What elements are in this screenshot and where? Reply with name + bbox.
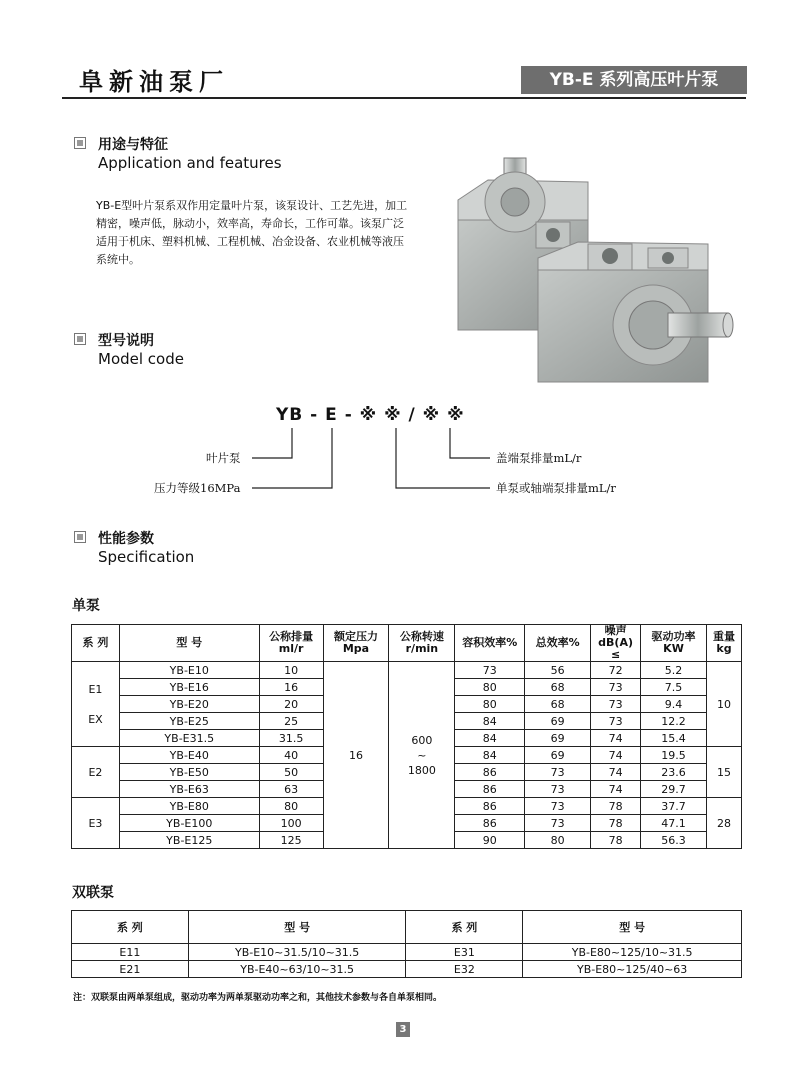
model-cell: YB-E80~125/40~63 [523, 961, 742, 978]
single-pump-table [71, 624, 742, 849]
power-cell: 56.3 [641, 832, 707, 849]
table-row [72, 944, 742, 961]
column-header: 驱动功率 KW [641, 625, 707, 662]
column-header: 容积效率% [455, 625, 525, 662]
model-code-string: YB - E - ※ ※ / ※ ※ [276, 405, 465, 425]
total-efficiency-cell: 73 [525, 764, 591, 781]
volumetric-efficiency-cell: 84 [455, 747, 525, 764]
displacement-cell: 20 [259, 696, 323, 713]
displacement-cell: 63 [259, 781, 323, 798]
total-efficiency-cell: 73 [525, 781, 591, 798]
total-efficiency-cell: 69 [525, 747, 591, 764]
displacement-cell: 80 [259, 798, 323, 815]
table-row [72, 662, 742, 679]
power-cell: 5.2 [641, 662, 707, 679]
model-cell: YB-E10~31.5/10~31.5 [188, 944, 406, 961]
label-vane-pump: 叶片泵 [206, 451, 241, 465]
power-cell: 29.7 [641, 781, 707, 798]
column-header: 重量 kg [706, 625, 741, 662]
column-header: 系 列 [72, 911, 189, 944]
displacement-cell: 125 [259, 832, 323, 849]
power-cell: 12.2 [641, 713, 707, 730]
pump-image [438, 150, 738, 390]
section-specification-cn: 性能参数 [98, 531, 154, 547]
page-number: 3 [396, 1022, 410, 1037]
model-code-leader-lines [240, 426, 490, 496]
column-header: 总效率% [525, 625, 591, 662]
volumetric-efficiency-cell: 86 [455, 781, 525, 798]
section-application-cn: 用途与特征 [98, 137, 168, 153]
total-efficiency-cell: 69 [525, 730, 591, 747]
model-cell: YB-E31.5 [119, 730, 259, 747]
column-header: 公称转速 r/min [389, 625, 455, 662]
noise-cell: 74 [591, 781, 641, 798]
table-row [72, 961, 742, 978]
noise-cell: 73 [591, 696, 641, 713]
column-header: 噪声 dB(A) ≤ [591, 625, 641, 662]
volumetric-efficiency-cell: 86 [455, 764, 525, 781]
series-cell: E21 [72, 961, 189, 978]
total-efficiency-cell: 73 [525, 798, 591, 815]
noise-cell: 78 [591, 832, 641, 849]
label-pressure: 压力等级16MPa [154, 481, 241, 495]
noise-cell: 78 [591, 798, 641, 815]
displacement-cell: 25 [259, 713, 323, 730]
displacement-cell: 40 [259, 747, 323, 764]
section-square-icon [74, 531, 86, 543]
series-cell: E32 [406, 961, 523, 978]
total-efficiency-cell: 73 [525, 815, 591, 832]
double-pump-title: 双联泵 [72, 885, 114, 901]
volumetric-efficiency-cell: 84 [455, 730, 525, 747]
section-model-code-en: Model code [98, 350, 184, 368]
noise-cell: 72 [591, 662, 641, 679]
noise-cell: 74 [591, 764, 641, 781]
model-cell: YB-E10 [119, 662, 259, 679]
model-cell: YB-E40~63/10~31.5 [188, 961, 406, 978]
weight-cell: 10 [706, 662, 741, 747]
volumetric-efficiency-cell: 84 [455, 713, 525, 730]
section-square-icon [74, 137, 86, 149]
series-tag: YB-E 系列高压叶片泵 [521, 66, 747, 94]
noise-cell: 74 [591, 747, 641, 764]
series-cell: E3 [72, 798, 120, 849]
pressure-cell: 16 [323, 662, 389, 849]
model-cell: YB-E80 [119, 798, 259, 815]
column-header: 额定压力 Mpa [323, 625, 389, 662]
total-efficiency-cell: 68 [525, 696, 591, 713]
column-header: 型 号 [119, 625, 259, 662]
section-application-en: Application and features [98, 154, 282, 172]
displacement-cell: 50 [259, 764, 323, 781]
volumetric-efficiency-cell: 80 [455, 696, 525, 713]
label-shaft-end-displacement: 单泵或轴端泵排量mL/r [496, 481, 616, 495]
column-header: 公称排量 ml/r [259, 625, 323, 662]
section-square-icon [74, 333, 86, 345]
power-cell: 9.4 [641, 696, 707, 713]
power-cell: 47.1 [641, 815, 707, 832]
power-cell: 15.4 [641, 730, 707, 747]
noise-cell: 74 [591, 730, 641, 747]
section-specification-en: Specification [98, 548, 195, 566]
model-cell: YB-E100 [119, 815, 259, 832]
power-cell: 37.7 [641, 798, 707, 815]
volumetric-efficiency-cell: 86 [455, 815, 525, 832]
series-cell: E1 EX [72, 662, 120, 747]
section-model-code-cn: 型号说明 [98, 333, 154, 349]
displacement-cell: 100 [259, 815, 323, 832]
model-cell: YB-E20 [119, 696, 259, 713]
speed-cell: 600 ~ 1800 [389, 662, 455, 849]
volumetric-efficiency-cell: 73 [455, 662, 525, 679]
noise-cell: 78 [591, 815, 641, 832]
weight-cell: 28 [706, 798, 741, 849]
model-cell: YB-E40 [119, 747, 259, 764]
model-cell: YB-E25 [119, 713, 259, 730]
column-header: 型 号 [523, 911, 742, 944]
displacement-cell: 16 [259, 679, 323, 696]
company-name: 阜新油泵厂 [79, 68, 229, 96]
column-header: 系 列 [72, 625, 120, 662]
total-efficiency-cell: 56 [525, 662, 591, 679]
noise-cell: 73 [591, 679, 641, 696]
column-header: 系 列 [406, 911, 523, 944]
power-cell: 19.5 [641, 747, 707, 764]
total-efficiency-cell: 68 [525, 679, 591, 696]
power-cell: 7.5 [641, 679, 707, 696]
total-efficiency-cell: 80 [525, 832, 591, 849]
power-cell: 23.6 [641, 764, 707, 781]
model-cell: YB-E63 [119, 781, 259, 798]
label-cover-end-displacement: 盖端泵排量mL/r [496, 451, 582, 465]
displacement-cell: 31.5 [259, 730, 323, 747]
model-cell: YB-E50 [119, 764, 259, 781]
series-cell: E2 [72, 747, 120, 798]
header-divider [62, 97, 746, 99]
volumetric-efficiency-cell: 90 [455, 832, 525, 849]
model-cell: YB-E125 [119, 832, 259, 849]
series-cell: E31 [406, 944, 523, 961]
model-cell: YB-E16 [119, 679, 259, 696]
double-pump-table [71, 910, 742, 978]
series-cell: E11 [72, 944, 189, 961]
single-pump-title: 单泵 [72, 598, 100, 614]
volumetric-efficiency-cell: 80 [455, 679, 525, 696]
total-efficiency-cell: 69 [525, 713, 591, 730]
volumetric-efficiency-cell: 86 [455, 798, 525, 815]
footnote: 注：双联泵由两单泵组成，驱动功率为两单泵驱动功率之和，其他技术参数与各自单泵相同。 [73, 993, 443, 1003]
weight-cell: 15 [706, 747, 741, 798]
model-cell: YB-E80~125/10~31.5 [523, 944, 742, 961]
noise-cell: 73 [591, 713, 641, 730]
displacement-cell: 10 [259, 662, 323, 679]
column-header: 型 号 [188, 911, 406, 944]
intro-paragraph: YB-E型叶片泵系双作用定量叶片泵，该泵设计、工艺先进，加工精密，噪声低，脉动小，效率高，寿命长，工作可靠。该泵广泛适用于机床、塑料机械、工程机械、冶金设备、农业机械等液压系统中。 [96, 199, 408, 266]
